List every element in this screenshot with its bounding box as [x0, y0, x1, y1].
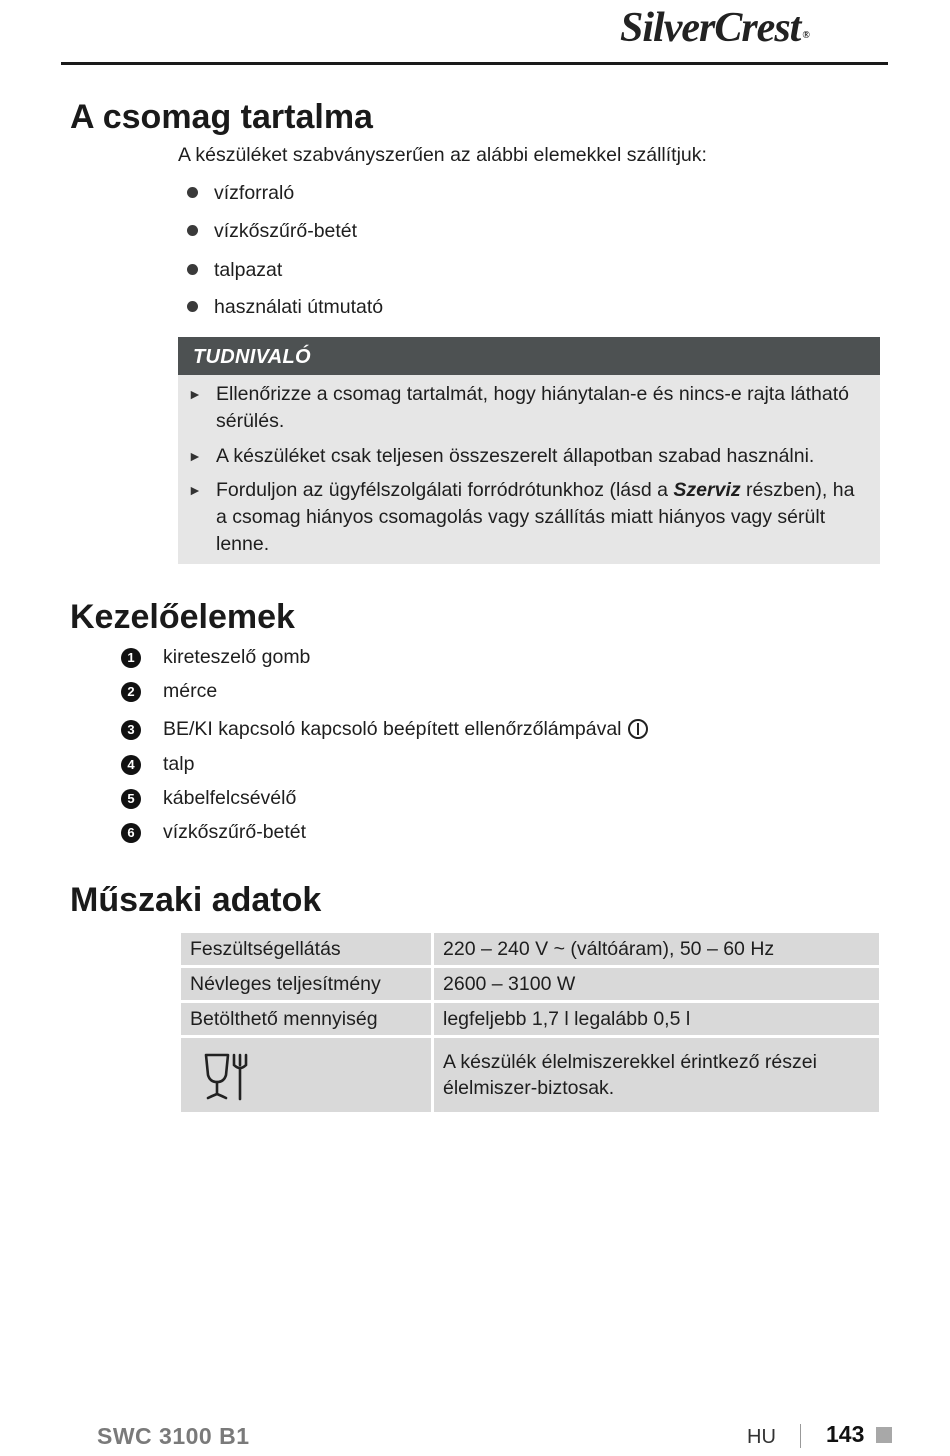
contents-title: A csomag tartalma [70, 98, 373, 136]
controls-title: Kezelőelemek [70, 598, 295, 636]
header-rule [61, 62, 888, 65]
table-row [181, 1003, 879, 1035]
table-row [181, 933, 879, 965]
table-row [181, 1038, 879, 1112]
control-item: 2 mérce [121, 678, 217, 704]
list-item: vízkőszűrő-betét [187, 218, 357, 244]
notice-item: ► A készüléket csak teljesen összeszerelt állapotban szabad használni. [188, 443, 863, 470]
list-item: talpazat [187, 257, 282, 283]
food-safe-note: A készülék élelmiszerekkel érintkező részei élelmiszer-biztosak. [434, 1038, 879, 1112]
bullet-icon [187, 301, 198, 312]
number-6-icon: 6 [121, 823, 141, 843]
food-safe-glass-fork-icon [181, 1038, 431, 1112]
specs-title: Műszaki adatok [70, 881, 322, 919]
power-indicator-icon [628, 719, 648, 739]
control-item: 5 kábelfelcsévélő [121, 785, 296, 811]
bullet-icon [187, 264, 198, 275]
list-item: vízforraló [187, 180, 294, 206]
footer-divider [800, 1424, 801, 1448]
number-4-icon: 4 [121, 755, 141, 775]
spec-value: legfeljebb 1,7 l legalább 0,5 l [434, 1003, 879, 1035]
number-3-icon: 3 [121, 720, 141, 740]
control-item: 6 vízkőszűrő-betét [121, 819, 306, 845]
control-item: 3 BE/KI kapcsoló kapcsoló beépített ellenőrzőlámpával [121, 715, 648, 742]
spec-value: 2600 – 3100 W [434, 968, 879, 1000]
notice-heading: TUDNIVALÓ [178, 337, 880, 375]
spec-label: Betölthető mennyiség [181, 1003, 431, 1035]
spec-label: Névleges teljesítmény [181, 968, 431, 1000]
control-item: 1 kireteszelő gomb [121, 644, 310, 670]
number-5-icon: 5 [121, 789, 141, 809]
arrow-right-icon: ► [188, 386, 202, 402]
spec-label: Feszültségellátás [181, 933, 431, 965]
notice-item: ► Forduljon az ügyfélszolgálati forródrótunkhoz (lásd a Szerviz részben), ha a csomag hiányos csomagolás vagy szállítás miatt hiányos vagy sérült lenne. [188, 479, 855, 555]
bullet-icon [187, 187, 198, 198]
list-item: használati útmutató [187, 294, 383, 320]
arrow-right-icon: ► [188, 482, 202, 498]
notice-item: ► Ellenőrizze a csomag tartalmát, hogy hiánytalan-e és nincs-e rajta látható sérülés. [188, 383, 849, 432]
silvercrest-logo: SilverCrest ® [620, 5, 809, 51]
bullet-icon [187, 225, 198, 236]
specs-table [178, 930, 882, 1115]
arrow-right-icon: ► [188, 448, 202, 464]
number-1-icon: 1 [121, 648, 141, 668]
contents-intro: A készüléket szabványszerűen az alábbi elemekkel szállítjuk: [178, 144, 707, 166]
square-marker-icon [876, 1427, 892, 1443]
table-row [181, 968, 879, 1000]
number-2-icon: 2 [121, 682, 141, 702]
page-number: 143 [826, 1421, 865, 1447]
spec-value: 220 – 240 V ~ (váltóáram), 50 – 60 Hz [434, 933, 879, 965]
service-reference: Szerviz [673, 479, 741, 501]
footer-model: SWC 3100 B1 [97, 1423, 250, 1449]
footer-language: HU [747, 1426, 776, 1448]
control-item: 4 talp [121, 751, 194, 777]
notice-box [178, 337, 880, 564]
